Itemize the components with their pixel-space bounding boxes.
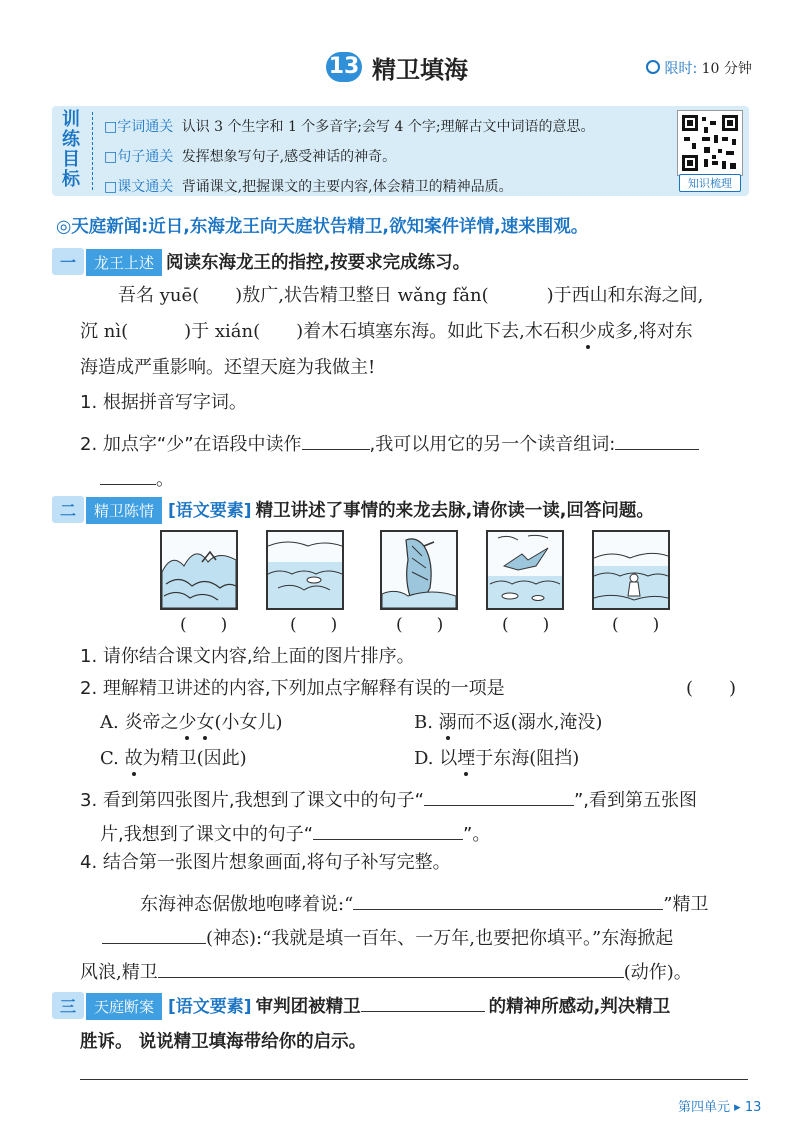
order-answer-paren[interactable]: ( ) [502, 615, 550, 635]
time-limit-label: 限时: [664, 61, 698, 77]
section-tag: 龙王上述 [86, 249, 162, 276]
goals-divider [92, 112, 93, 190]
story-picture-5 [592, 530, 670, 610]
section-tag: 精卫陈情 [86, 497, 162, 524]
goals-side-char: 练 [62, 129, 80, 150]
section-requirement: [语文要素] [168, 501, 252, 521]
passage-text: 吾名 yuē( [118, 285, 200, 306]
goal-item [104, 116, 595, 136]
option-d[interactable] [414, 750, 579, 768]
unit-label: 第四单元 [678, 1100, 731, 1115]
q4-line-1 [140, 890, 708, 914]
section-1-heading [52, 248, 470, 276]
question-2-3-continued [100, 820, 490, 844]
passage-text: )敖广,状告精卫整日 wǎng fǎn( [235, 285, 489, 306]
sea-wave-illustration [162, 532, 236, 608]
passage-line-1 [118, 287, 703, 305]
lesson-header [0, 50, 800, 90]
section-title: 审判团被精卫 [255, 997, 361, 1017]
question-2-3 [80, 786, 697, 810]
order-answer-paren[interactable]: ( ) [612, 615, 660, 635]
question-2-1: 1. 请你结合课文内容,给上面的图片排序。 [80, 646, 415, 667]
option-text: B. [414, 712, 439, 733]
question-text: 东海神态倨傲地咆哮着说:“ [140, 893, 354, 915]
section-title: 精卫讲述了事情的来龙去脉,请你读一读,回答问题。 [255, 501, 654, 521]
goal-item [104, 176, 513, 196]
goal-text: 认识 3 个生字和 1 个多音字;会写 4 个字;理解古文中词语的意思。 [181, 119, 595, 135]
time-limit-value: 10 分钟 [701, 61, 752, 77]
section-number: 三 [52, 992, 84, 1019]
answer-blank[interactable] [353, 890, 663, 910]
option-text: 于东海(阻挡) [475, 748, 580, 769]
question-text: 片,我想到了课文中的句子“ [100, 823, 314, 845]
dotted-char: 少 [178, 712, 197, 733]
clock-icon [646, 60, 660, 74]
goal-checkbox-tag[interactable]: □字词通关 [104, 119, 174, 135]
option-b[interactable] [414, 714, 602, 732]
question-text: 2. 加点字“少”在语段中读作 [80, 433, 302, 455]
page-footer [678, 1096, 761, 1115]
dotted-char: 溺 [438, 712, 457, 733]
section-2-heading [52, 496, 654, 524]
page-number: 13 [744, 1100, 762, 1115]
passage-line-2 [80, 323, 693, 341]
question-2-2: 2. 理解精卫讲述的内容,下列加点字解释有误的一项是 [80, 678, 505, 699]
question-text: 。 [156, 468, 174, 490]
dotted-char: 故 [124, 748, 143, 769]
answer-line[interactable] [80, 1079, 748, 1080]
answer-blank[interactable] [302, 430, 370, 450]
girl-on-sea-illustration [268, 532, 342, 608]
question-text: ,我可以用它的另一个读音组词: [369, 433, 616, 455]
section-requirement: [语文要素] [168, 997, 252, 1017]
question-text: 3. 看到第四张图片,我想到了课文中的句子“ [80, 789, 424, 811]
answer-blank[interactable] [424, 786, 574, 806]
time-limit [646, 58, 752, 78]
section-3-heading [52, 992, 670, 1020]
goal-item [104, 146, 396, 166]
passage-text: )于西山和东海之间, [546, 285, 704, 306]
section-number: 一 [52, 248, 84, 275]
heaven-news: ◎天庭新闻:近日,东海龙王向天庭状告精卫,欲知案件详情,速来围观。 [56, 217, 589, 237]
goals-side-char: 目 [62, 149, 80, 170]
passage-text: 成多,将对东 [596, 321, 693, 342]
qr-code-icon [678, 111, 742, 175]
story-picture-2 [266, 530, 344, 610]
bird-carrying-stone-illustration [488, 532, 562, 608]
section-title: 的精神所感动,判决精卫 [488, 997, 671, 1017]
option-a[interactable] [100, 714, 283, 732]
order-answer-paren[interactable]: ( ) [290, 615, 338, 635]
lesson-title: 精卫填海 [372, 56, 468, 84]
option-text: C. [100, 748, 125, 769]
q4-line-2 [102, 924, 673, 948]
goal-checkbox-tag[interactable]: □课文通关 [104, 179, 174, 195]
question-1-2 [80, 430, 699, 454]
story-picture-4 [486, 530, 564, 610]
question-text: (动作)。 [623, 961, 692, 983]
answer-blank[interactable] [158, 958, 624, 978]
qr-code[interactable] [677, 110, 743, 176]
goals-side-char: 训 [62, 109, 80, 130]
passage-line-3: 海造成严重影响。还望天庭为我做主! [80, 357, 376, 378]
question-text: 风浪,精卫 [80, 961, 158, 983]
story-picture-1 [160, 530, 238, 610]
section-title: 阅读东海龙王的指控,按要求完成练习。 [166, 253, 471, 273]
answer-blank[interactable] [361, 994, 485, 1012]
option-text: 为精卫(因此) [142, 748, 247, 769]
answer-blank[interactable] [615, 430, 699, 450]
girl-at-shore-illustration [594, 532, 668, 608]
option-text: D. 以 [414, 748, 458, 769]
dotted-char: 少 [578, 321, 597, 342]
section-tag: 天庭断案 [86, 993, 162, 1020]
order-answer-paren[interactable]: ( ) [180, 615, 228, 635]
passage-text: )着木石填塞东海。如此下去,木石积 [296, 321, 579, 342]
bird-transform-illustration [382, 532, 456, 608]
footer-arrow-icon: ▸ [734, 1100, 741, 1115]
order-answer-paren[interactable]: ( ) [396, 615, 444, 635]
question-text: (神态):“我就是填一百年、一万年,也要把你填平。”东海掀起 [206, 927, 674, 949]
question-text: ”精卫 [663, 893, 709, 915]
dotted-char: 堙 [457, 748, 476, 769]
answer-blank[interactable] [102, 924, 206, 944]
goals-side-char: 标 [62, 169, 80, 190]
goal-text: 发挥想象写句子,感受神话的神奇。 [181, 149, 397, 165]
goal-checkbox-tag[interactable]: □句子通关 [104, 149, 174, 165]
option-text: (小女儿) [214, 712, 283, 733]
lesson-number-badge: 13 [326, 52, 362, 82]
section-3-line-2: 胜诉。 说说精卫填海带给你的启示。 [80, 1032, 367, 1052]
answer-blank[interactable] [313, 820, 463, 840]
q4-line-3 [80, 958, 692, 982]
option-text: 而不返(溺水,淹没) [456, 712, 603, 733]
dotted-char: 女 [196, 712, 215, 733]
goals-side-label [56, 110, 86, 190]
training-goals-box [52, 106, 749, 196]
story-picture-3 [380, 530, 458, 610]
question-text: ”,看到第五张图 [573, 789, 697, 811]
question-1-2-continued [100, 465, 174, 489]
question-2-4: 4. 结合第一张图片想象画面,将句子补写完整。 [80, 852, 451, 873]
option-c[interactable] [100, 750, 247, 768]
option-text: A. 炎帝之 [100, 712, 179, 733]
passage-text: )于 xián( [184, 321, 261, 342]
passage-text: 沉 nì( [80, 321, 129, 342]
question-1-1: 1. 根据拼音写字词。 [80, 392, 247, 413]
goal-text: 背诵课文,把握课文的主要内容,体会精卫的精神品质。 [181, 179, 513, 195]
question-text: ”。 [463, 823, 491, 845]
qr-caption: 知识梳理 [679, 174, 741, 192]
answer-paren[interactable]: ( ) [686, 678, 737, 699]
section-number: 二 [52, 496, 84, 523]
answer-blank[interactable] [100, 465, 156, 485]
